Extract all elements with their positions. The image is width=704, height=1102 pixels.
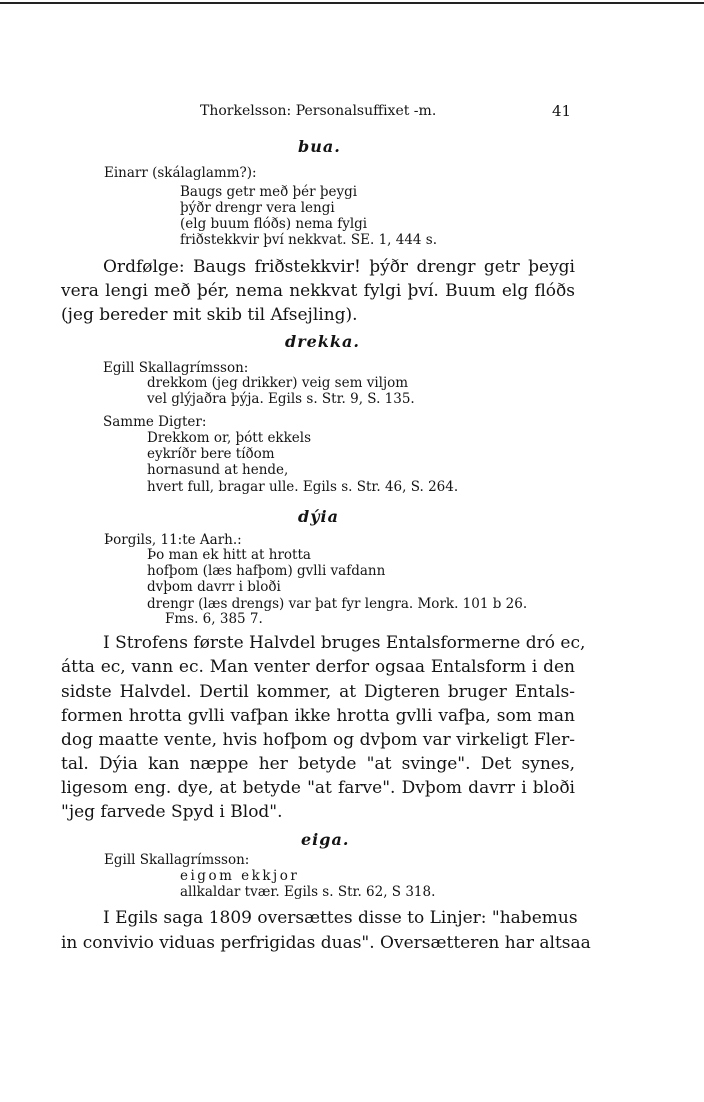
- verse-line: dvþom davrr i bloði: [147, 579, 281, 595]
- verse-line: allkaldar tvær. Egils s. Str. 62, S 318.: [180, 884, 436, 900]
- body-line: sidste Halvdel. Dertil kommer, at Digteren bruger Entals-: [61, 682, 575, 702]
- page-number: 41: [552, 102, 572, 120]
- verse-line: þýðr drengr vera lengi: [180, 200, 335, 216]
- body-line: ligesom eng. dye, at betyde "at farve". Dvþom davrr i bloði: [61, 778, 575, 798]
- verse-line: Drekkom or, þótt ekkels: [147, 430, 312, 446]
- verse-line: Fms. 6, 385 7.: [165, 611, 263, 627]
- heading-eiga: eiga.: [301, 830, 350, 849]
- verse-line: eigom ekkjor: [180, 868, 300, 884]
- verse-line: Þo man ek hitt at hrotta: [147, 547, 311, 563]
- verse-line: friðstekkvir því nekkvat. SE. 1, 444 s.: [180, 232, 438, 248]
- verse-line: (elg buum flóðs) nema fylgi: [180, 216, 368, 232]
- verse-line: hornasund at hende,: [147, 462, 289, 478]
- speaker-egill: Egill Skallagrímsson:: [104, 852, 250, 868]
- heading-dyia: dýia: [298, 507, 339, 526]
- body-line: Ordfølge: Baugs friðstekkvir! þýðr drengr getr þeygi: [103, 257, 575, 277]
- verse-line: hvert full, bragar ulle. Egils s. Str. 46, S. 264.: [147, 479, 459, 495]
- speaker-egill: Egill Skallagrímsson:: [103, 360, 249, 376]
- body-line: "jeg farvede Spyd i Blod".: [61, 802, 283, 822]
- body-line: (jeg bereder mit skib til Afsejling).: [61, 305, 358, 325]
- body-line: dog maatte vente, hvis hofþom og dvþom var virkeligt Fler-: [61, 730, 575, 750]
- body-line: I Egils saga 1809 oversættes disse to Linjer: "habemus: [103, 908, 578, 928]
- verse-line: Baugs getr með þér þeygi: [180, 184, 358, 200]
- speaker-einarr: Einarr (skálaglamm?):: [104, 165, 257, 181]
- heading-drekka: drekka.: [285, 332, 360, 351]
- verse-line: drengr (læs drengs) var þat fyr lengra. Mork. 101 b 26.: [147, 596, 528, 612]
- verse-line: eykríðr bere tíðom: [147, 446, 275, 462]
- verse-line: vel glýjaðra þýja. Egils s. Str. 9, S. 135.: [147, 391, 415, 407]
- verse-line: drekkom (jeg drikker) veig sem viljom: [147, 375, 409, 391]
- page-top-edge: [0, 2, 704, 4]
- running-header: Thorkelsson: Personalsuffixet -m.: [200, 103, 437, 119]
- speaker-thorgils: Þorgils, 11:te Aarh.:: [104, 532, 242, 548]
- speaker-samme-digter: Samme Digter:: [103, 414, 207, 430]
- body-line: formen hrotta gvlli vafþan ikke hrotta gvlli vafþa, som man: [61, 706, 575, 726]
- body-line: vera lengi með þér, nema nekkvat fylgi því. Buum elg flóðs: [61, 281, 575, 301]
- body-line: in convivio viduas perfrigidas duas". Oversætteren har altsaa: [61, 933, 591, 953]
- verse-line: hofþom (læs hafþom) gvlli vafdann: [147, 563, 386, 579]
- heading-bua: bua.: [298, 137, 341, 156]
- body-line: tal. Dýia kan næppe her betyde "at svinge". Det synes,: [61, 754, 575, 774]
- body-line: átta ec, vann ec. Man venter derfor ogsaa Entalsform i den: [61, 657, 575, 677]
- body-line: I Strofens første Halvdel bruges Entalsformerne dró ec,: [103, 633, 586, 653]
